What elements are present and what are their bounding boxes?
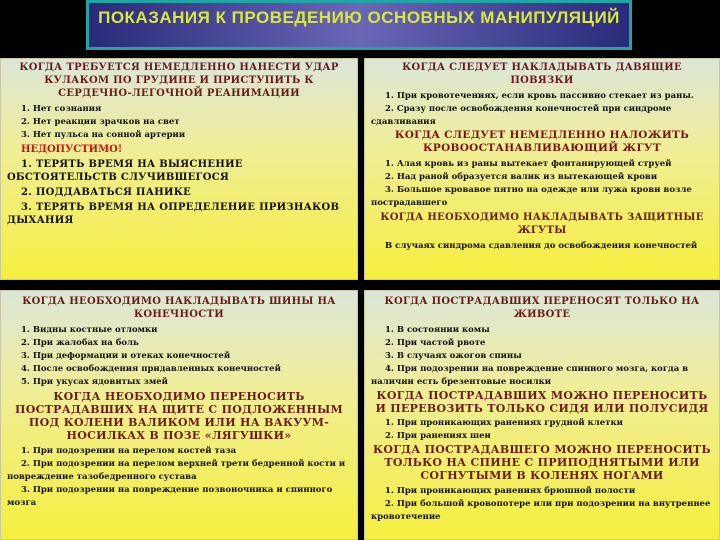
cpr-header: КОГДА ТРЕБУЕТСЯ НЕМЕДЛЕННО НАНЕСТИ УДАР КУЛАКОМ ПО ГРУДИНЕ И ПРИСТУПИТЬ К СЕРДЕЧНО-ЛЕГОЧНОЙ РЕАНИМАЦИИ xyxy=(19,62,339,99)
dont-item: 2. ПОДДАВАТЬСЯ ПАНИКЕ xyxy=(21,187,192,198)
frog-pose-item: 3. При подозрении на повреждение позвоночника и спинного мозга xyxy=(7,485,333,508)
sitting-header: КОГДА ПОСТРАДАВШИХ МОЖНО ПЕРЕНОСИТЬ И ПЕРЕВОЗИТЬ ТОЛЬКО СИДЯ ИЛИ ПОЛУСИДЯ xyxy=(375,389,709,415)
bandage-item: 2. Сразу после освобождения конечностей при синдроме сдавливания xyxy=(371,104,672,127)
cpr-item: 3. Нет пульса на сонной артерии xyxy=(21,130,186,140)
back-item: 1. При проникающих ранениях брюшной полости xyxy=(385,486,636,496)
frog-pose-header: КОГДА НЕОБХОДИМО ПЕРЕНОСИТЬ ПОСТРАДАВШИХ НА ЩИТЕ С ПОДЛОЖЕННЫМ ПОД КОЛЕНИ ВАЛИКОМ ИЛИ НА ВАКУУМ-НОСИЛКАХ В ПОЗЕ «ЛЯГУШКИ» xyxy=(15,390,343,442)
panel-cpr xyxy=(0,58,358,280)
belly-item: 1. В состоянии комы xyxy=(385,325,490,335)
panel-bandages xyxy=(364,58,720,280)
frog-pose-item: 2. При подозрении на перелом верхней трети бедренной кости и повреждение тазобедренного сустава xyxy=(7,459,346,482)
back-header: КОГДА ПОСТРАДАВШЕГО МОЖНО ПЕРЕНОСИТЬ ТОЛЬКО НА СПИНЕ С ПРИПОДНЯТЫМИ ИЛИ СОГНУТЫМИ В КОЛЕНЯХ НОГАМИ xyxy=(373,443,711,482)
protective-tourniquet-header: КОГДА НЕОБХОДИМО НАКЛАДЫВАТЬ ЗАЩИТНЫЕ ЖГУТЫ xyxy=(380,212,704,236)
splints-item: 2. При жалобах на боль xyxy=(21,338,139,348)
cpr-item: 1. Нет сознания xyxy=(21,104,102,114)
title-box xyxy=(86,0,632,50)
panel-transport xyxy=(364,290,720,540)
bandage-item: 1. При кровотечениях, если кровь пассивно стекает из раны. xyxy=(385,91,694,101)
splints-item: 5. При укусах ядовитых змей xyxy=(21,377,168,387)
tourniquet-item: 3. Большое кровавое пятно на одежде или лужа крови возле пострадавшего xyxy=(371,185,692,208)
frog-pose-item: 1. При подозрении на перелом костей таза xyxy=(21,446,237,456)
splints-item: 1. Видны костные отломки xyxy=(21,325,158,335)
tourniquet-header: КОГДА СЛЕДУЕТ НЕМЕДЛЕННО НАЛОЖИТЬ КРОВООСТАНАВЛИВАЮЩИЙ ЖГУТ xyxy=(394,129,690,154)
belly-item: 4. При подозрении на повреждение спинного мозга, когда в наличии есть брезентовые носилки xyxy=(371,364,689,387)
splints-header: КОГДА НЕОБХОДИМО НАКЛАДЫВАТЬ ШИНЫ НА КОНЕЧНОСТИ xyxy=(22,296,336,320)
cpr-item: 2. Нет реакции зрачков на свет xyxy=(21,117,180,127)
sitting-item: 2. При ранениях шеи xyxy=(385,431,491,441)
belly-item: 3. В случаях ожогов спины xyxy=(385,351,522,361)
splints-item: 4. После освобождения придавленных конечностей xyxy=(21,364,281,374)
slide-title: ПОКАЗАНИЯ К ПРОВЕДЕНИЮ ОСНОВНЫХ МАНИПУЛЯЦИЙ xyxy=(98,8,620,27)
belly-item: 2. При частой рвоте xyxy=(385,338,486,348)
belly-header: КОГДА ПОСТРАДАВШИХ ПЕРЕНОСЯТ ТОЛЬКО НА ЖИВОТЕ xyxy=(384,296,700,320)
splints-item: 3. При деформации и отеках конечностей xyxy=(21,351,231,361)
tourniquet-item: 1. Алая кровь из раны вытекает фонтанирующей струей xyxy=(385,159,672,169)
protective-tourniquet-item: В случаях синдрома сдавления до освобождения конечностей xyxy=(385,241,698,251)
panel-splints xyxy=(0,290,358,540)
dont-item: 3. ТЕРЯТЬ ВРЕМЯ НА ОПРЕДЕЛЕНИЕ ПРИЗНАКОВ ДЫХАНИЯ xyxy=(7,202,340,226)
warning-label: НЕДОПУСТИМО! xyxy=(21,144,123,155)
back-item: 2. При большой кровопотере или при подозрении на внутреннее кровотечение xyxy=(371,499,711,522)
tourniquet-item: 2. Над раной образуется валик из вытекающей крови xyxy=(385,172,658,182)
dont-item: 1. ТЕРЯТЬ ВРЕМЯ НА ВЫЯСНЕНИЕ ОБСТОЯТЕЛЬСТВ СЛУЧИВШЕГОСЯ xyxy=(7,159,243,183)
bandage-header: КОГДА СЛЕДУЕТ НАКЛАДЫВАТЬ ДАВЯЩИЕ ПОВЯЗКИ xyxy=(402,62,682,86)
sitting-item: 1. При проникающих ранениях грудной клетки xyxy=(385,418,623,428)
